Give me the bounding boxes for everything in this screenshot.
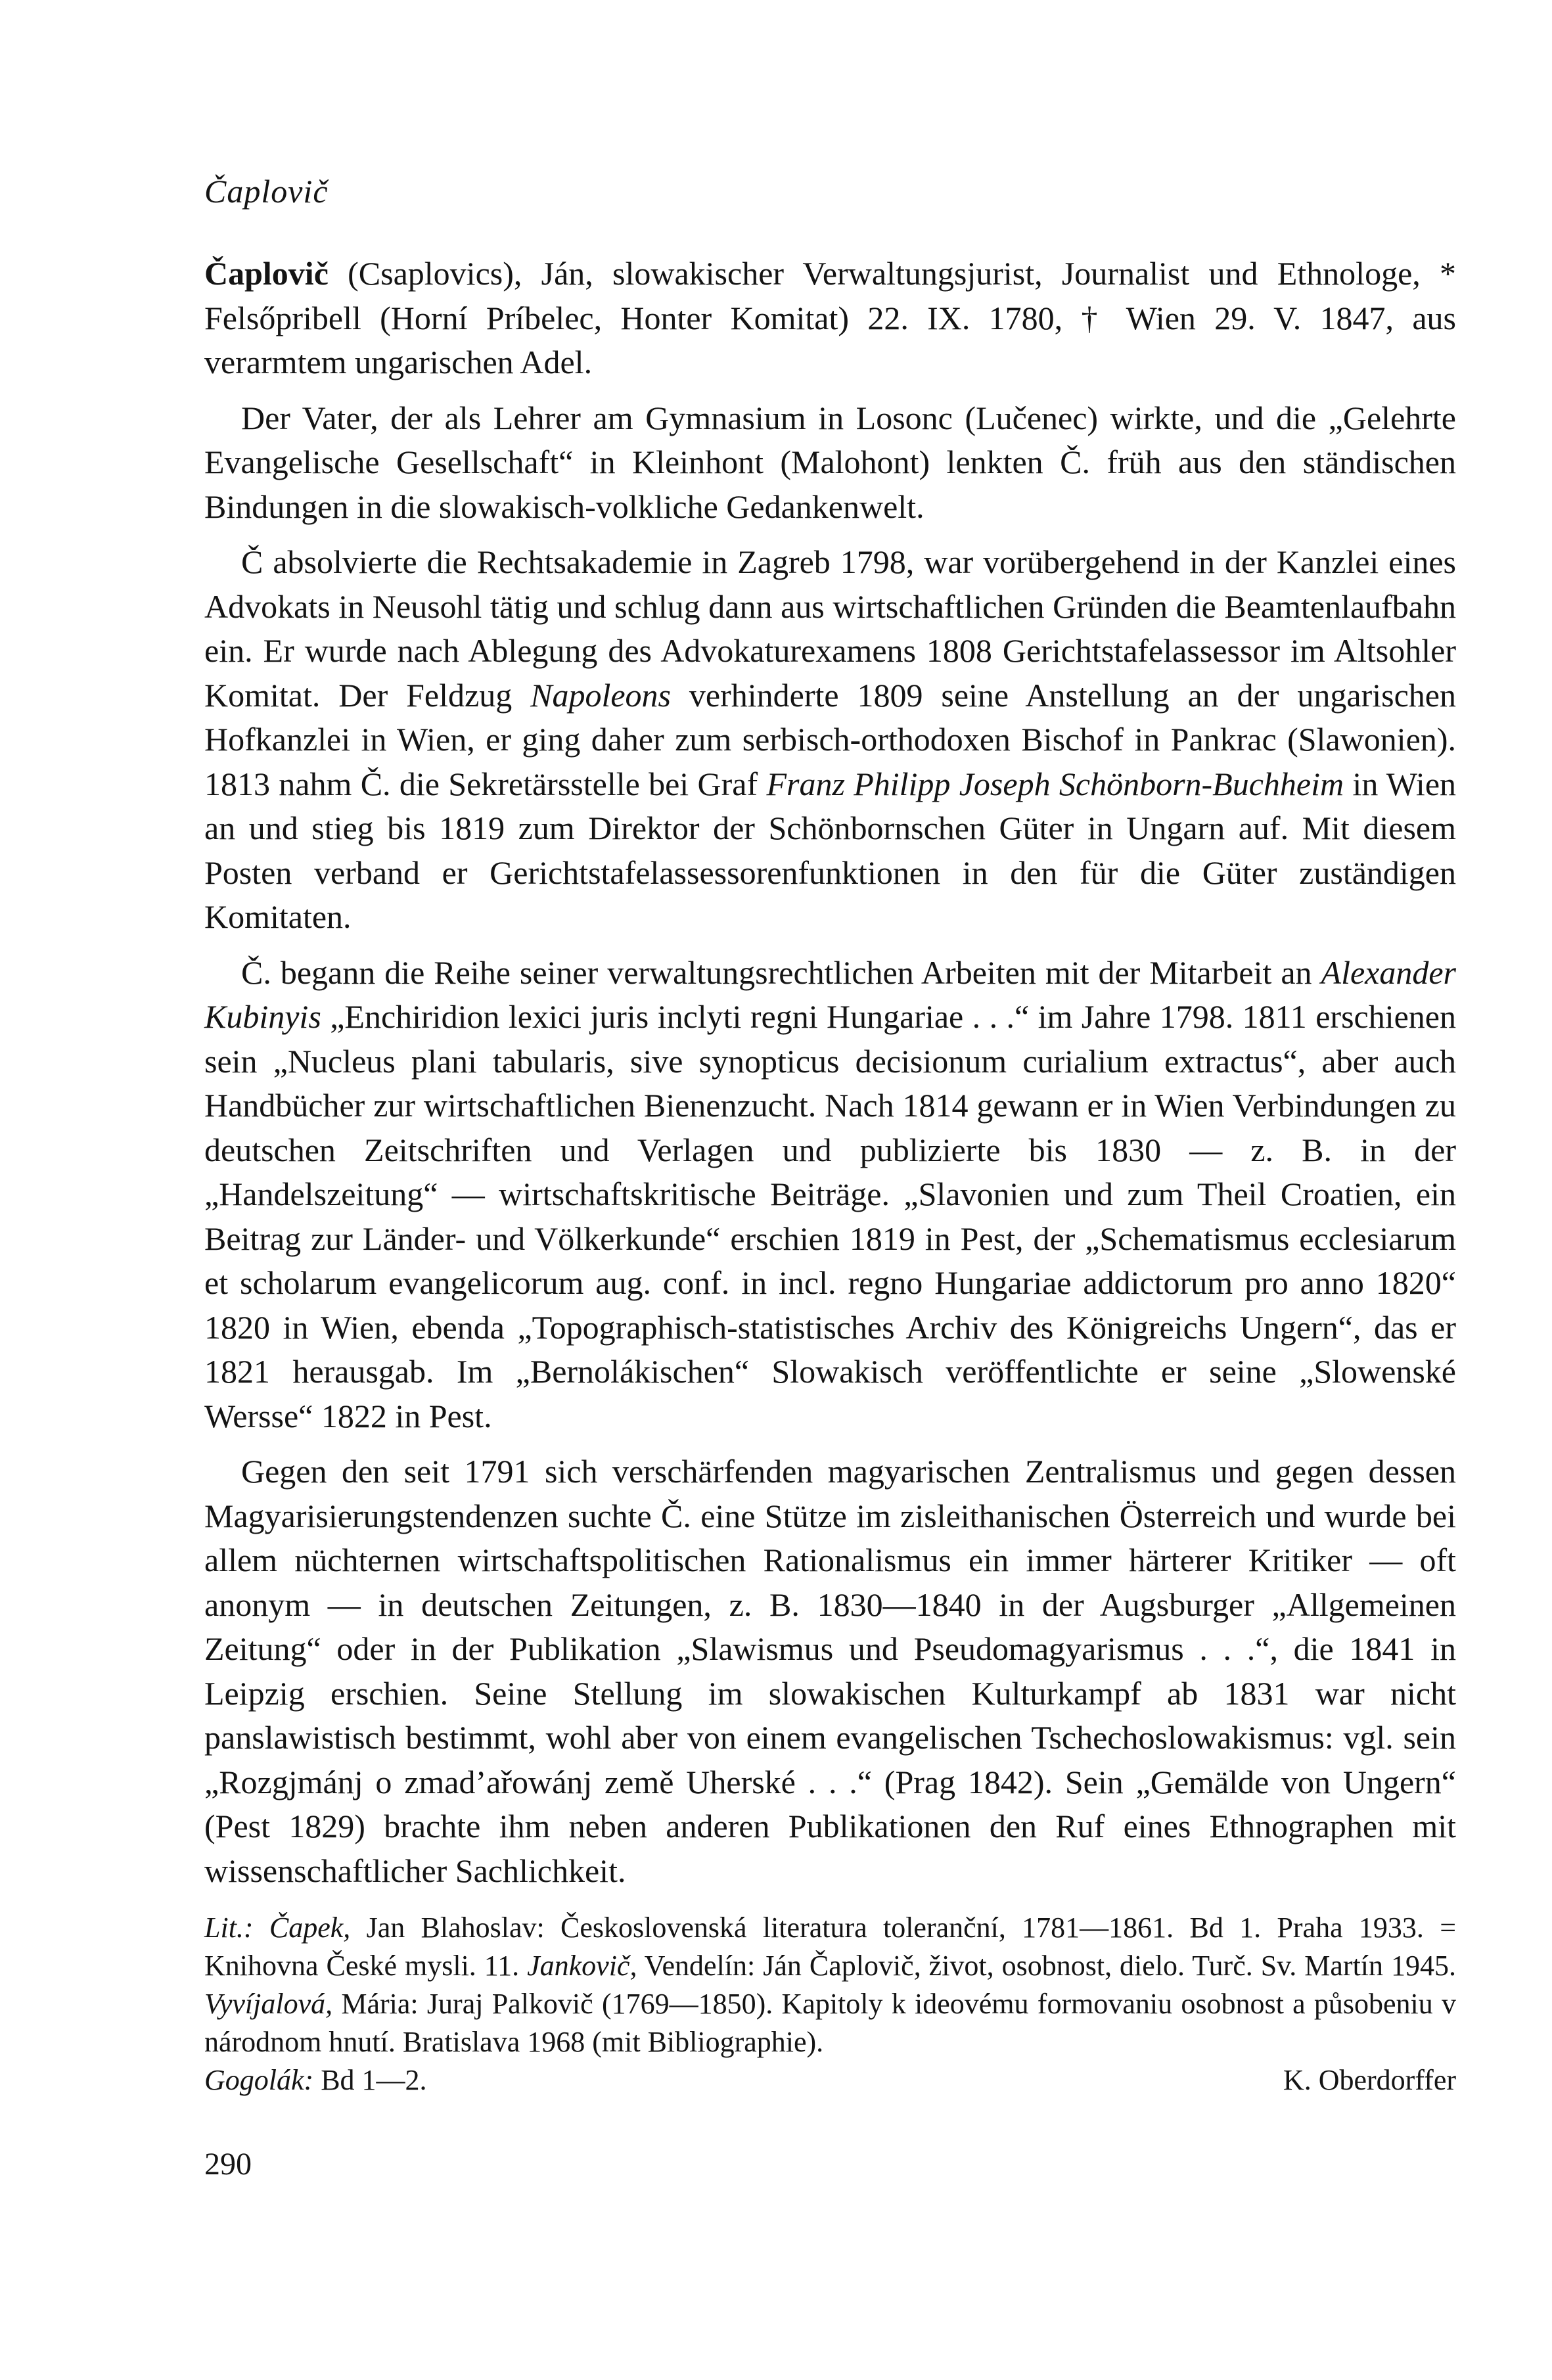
- lit-text-4: Bd 1—2.: [313, 2064, 427, 2096]
- paragraph-3-text-a: Č absolvierte die Rechtsakademie in Zagreb 1798, war vorübergehend in der Kanzlei eines Advokats in Neusohl tätig und schlug dann aus wirtschaftlichen Gründen die Beamtenlaufbahn ein. Er wurde nach Ablegung des Advokaturexamens 1808 Gerichtstafelassessor im Altsohler Komitat. Der Feldzug: [204, 543, 1456, 714]
- page-number: 290: [204, 2147, 252, 2182]
- paragraph-3-text-c: in Wien an und stieg bis 1819 zum Direktor der Schönbornschen Güter in Ungarn auf. Mit diesem Posten verband er Gerichtstafelassessorenfunktionen in den für die Güter zuständigen Komitaten.: [204, 765, 1457, 935]
- paragraph-intro: [204, 252, 1456, 385]
- headword: Čaplovič: [204, 255, 329, 292]
- literature-entries: [204, 1909, 1456, 2061]
- lit-author-jankovic: Jankovič,: [527, 1950, 637, 1982]
- person-name-napoleon: Napoleons: [530, 676, 672, 714]
- article-body: [204, 252, 1456, 1904]
- person-name-schoenborn: Franz Philipp Joseph Schönborn-Buchheim: [766, 765, 1344, 802]
- author-signature: K. Oberdorffer: [1283, 2064, 1456, 2096]
- literature-section: [204, 1909, 1456, 2099]
- lit-author-gogolak: Gogolák:: [204, 2064, 314, 2096]
- literature-label: Lit.:: [204, 1911, 254, 1944]
- lit-author-vyvijalova: Vyvíjalová,: [204, 1988, 333, 2020]
- lit-last-entry: [204, 2061, 427, 2099]
- paragraph-4-text-b: „Enchiridion lexici juris inclyti regni Hungariae . . .“ im Jahre 1798. 1811 erschienen sein „Nucleus plani tabularis, sive synopticus decisionum curialium extractus“, aber auch Handbücher zur wirtschaftlichen Bienenzucht. Nach 1814 gewann er in Wien Verbindungen zu deutschen Zeitschriften und Verlagen und publizierte bis 1830 — z. B. in der „Handelszeitung“ — wirtschaftskritische Beiträge. „Slavonien und zum Theil Croatien, ein Beitrag zur Länder- und Völkerkunde“ erschien 1819 in Pest, der „Schematismus ecclesiarum et scholarum evangelicorum aug. conf. in incl. regno Hungariae addictorum pro anno 1820“ 1820 in Wien, ebenda „Topographisch-statistisches Archiv des Königreichs Ungern“, das er 1821 herausgab. Im „Bernolákischen“ Slowakisch veröffentlichte er seine „Slowenské Wersse“ 1822 in Pest.: [204, 998, 1456, 1434]
- paragraph-3-text-b: verhinderte 1809 seine Anstellung an der ungarischen Hofkanzlei in Wien, er ging daher zum serbisch-orthodoxen Bischof in Pankrac (Slawonien). 1813 nahm Č. die Sekretärsstelle bei Graf: [204, 676, 1456, 802]
- person-name-kubinyi: Alexander Kubinyis: [204, 953, 1456, 1035]
- paragraph-3: [204, 540, 1456, 940]
- paragraph-2: Der Vater, der als Lehrer am Gymnasium in Losonc (Lučenec) wirkte, und die „Gelehrte Evangelische Gesellschaft“ in Kleinhont (Malohont) lenkten Č. früh aus den ständischen Bindungen in die slowakisch-volkliche Gedankenwelt.: [204, 399, 1456, 525]
- running-head: Čaplovič: [204, 173, 329, 210]
- literature-last-line: [204, 2061, 1456, 2099]
- lit-text-1: Jan Blahoslav: Československá literatura toleranční, 1781—1861. Bd 1. Praha 1933. = Knihovna České mysli. 11.: [204, 1911, 1457, 1982]
- lit-text-2: Vendelín: Ján Čaplovič, život, osobnost, dielo. Turč. Sv. Martín 1945.: [637, 1950, 1456, 1982]
- intro-text: (Csaplovics), Ján, slowakischer Verwaltungsjurist, Journalist und Ethnologe, * Felsőpribell (Horní Príbelec, Honter Komitat) 22. IX. 1780, † Wien 29. V. 1847, aus verarmtem ungarischen Adel.: [204, 255, 1456, 380]
- paragraph-4-text-a: Č. begann die Reihe seiner verwaltungsrechtlichen Arbeiten mit der Mitarbeit an: [241, 953, 1321, 991]
- lit-author-capek: Čapek,: [269, 1911, 351, 1944]
- paragraph-5: Gegen den seit 1791 sich verschärfenden magyarischen Zentralismus und gegen dessen Magyarisierungstendenzen suchte Č. eine Stütze im zisleithanischen Österreich und wurde bei allem nüchternen wirtschaftspolitischen Rationalismus ein immer härterer Kritiker — oft anonym — in deutschen Zeitungen, z. B. 1830—1840 in der Augsburger „Allgemeinen Zeitung“ oder in der Publikation „Slawismus und Pseudomagyarismus . . .“, die 1841 in Leipzig erschien. Seine Stellung im slowakischen Kulturkampf ab 1831 war nicht panslawistisch bestimmt, wohl aber von einem evangelischen Tschechoslowakismus: vgl. sein „Rozgjmánj o zmad’ařowánj země Uherské . . .“ (Prag 1842). Sein „Gemälde von Ungern“ (Pest 1829) brachte ihm neben anderen Publikationen den Ruf eines Ethnographen mit wissenschaftlicher Sachlichkeit.: [204, 1453, 1456, 1889]
- paragraph-4: [204, 951, 1456, 1439]
- lit-text-3: Mária: Juraj Palkovič (1769—1850). Kapitoly k ideovému formovaniu osobnost a působeniu v národnom hnutí. Bratislava 1968 (mit Bibliographie).: [204, 1988, 1456, 2058]
